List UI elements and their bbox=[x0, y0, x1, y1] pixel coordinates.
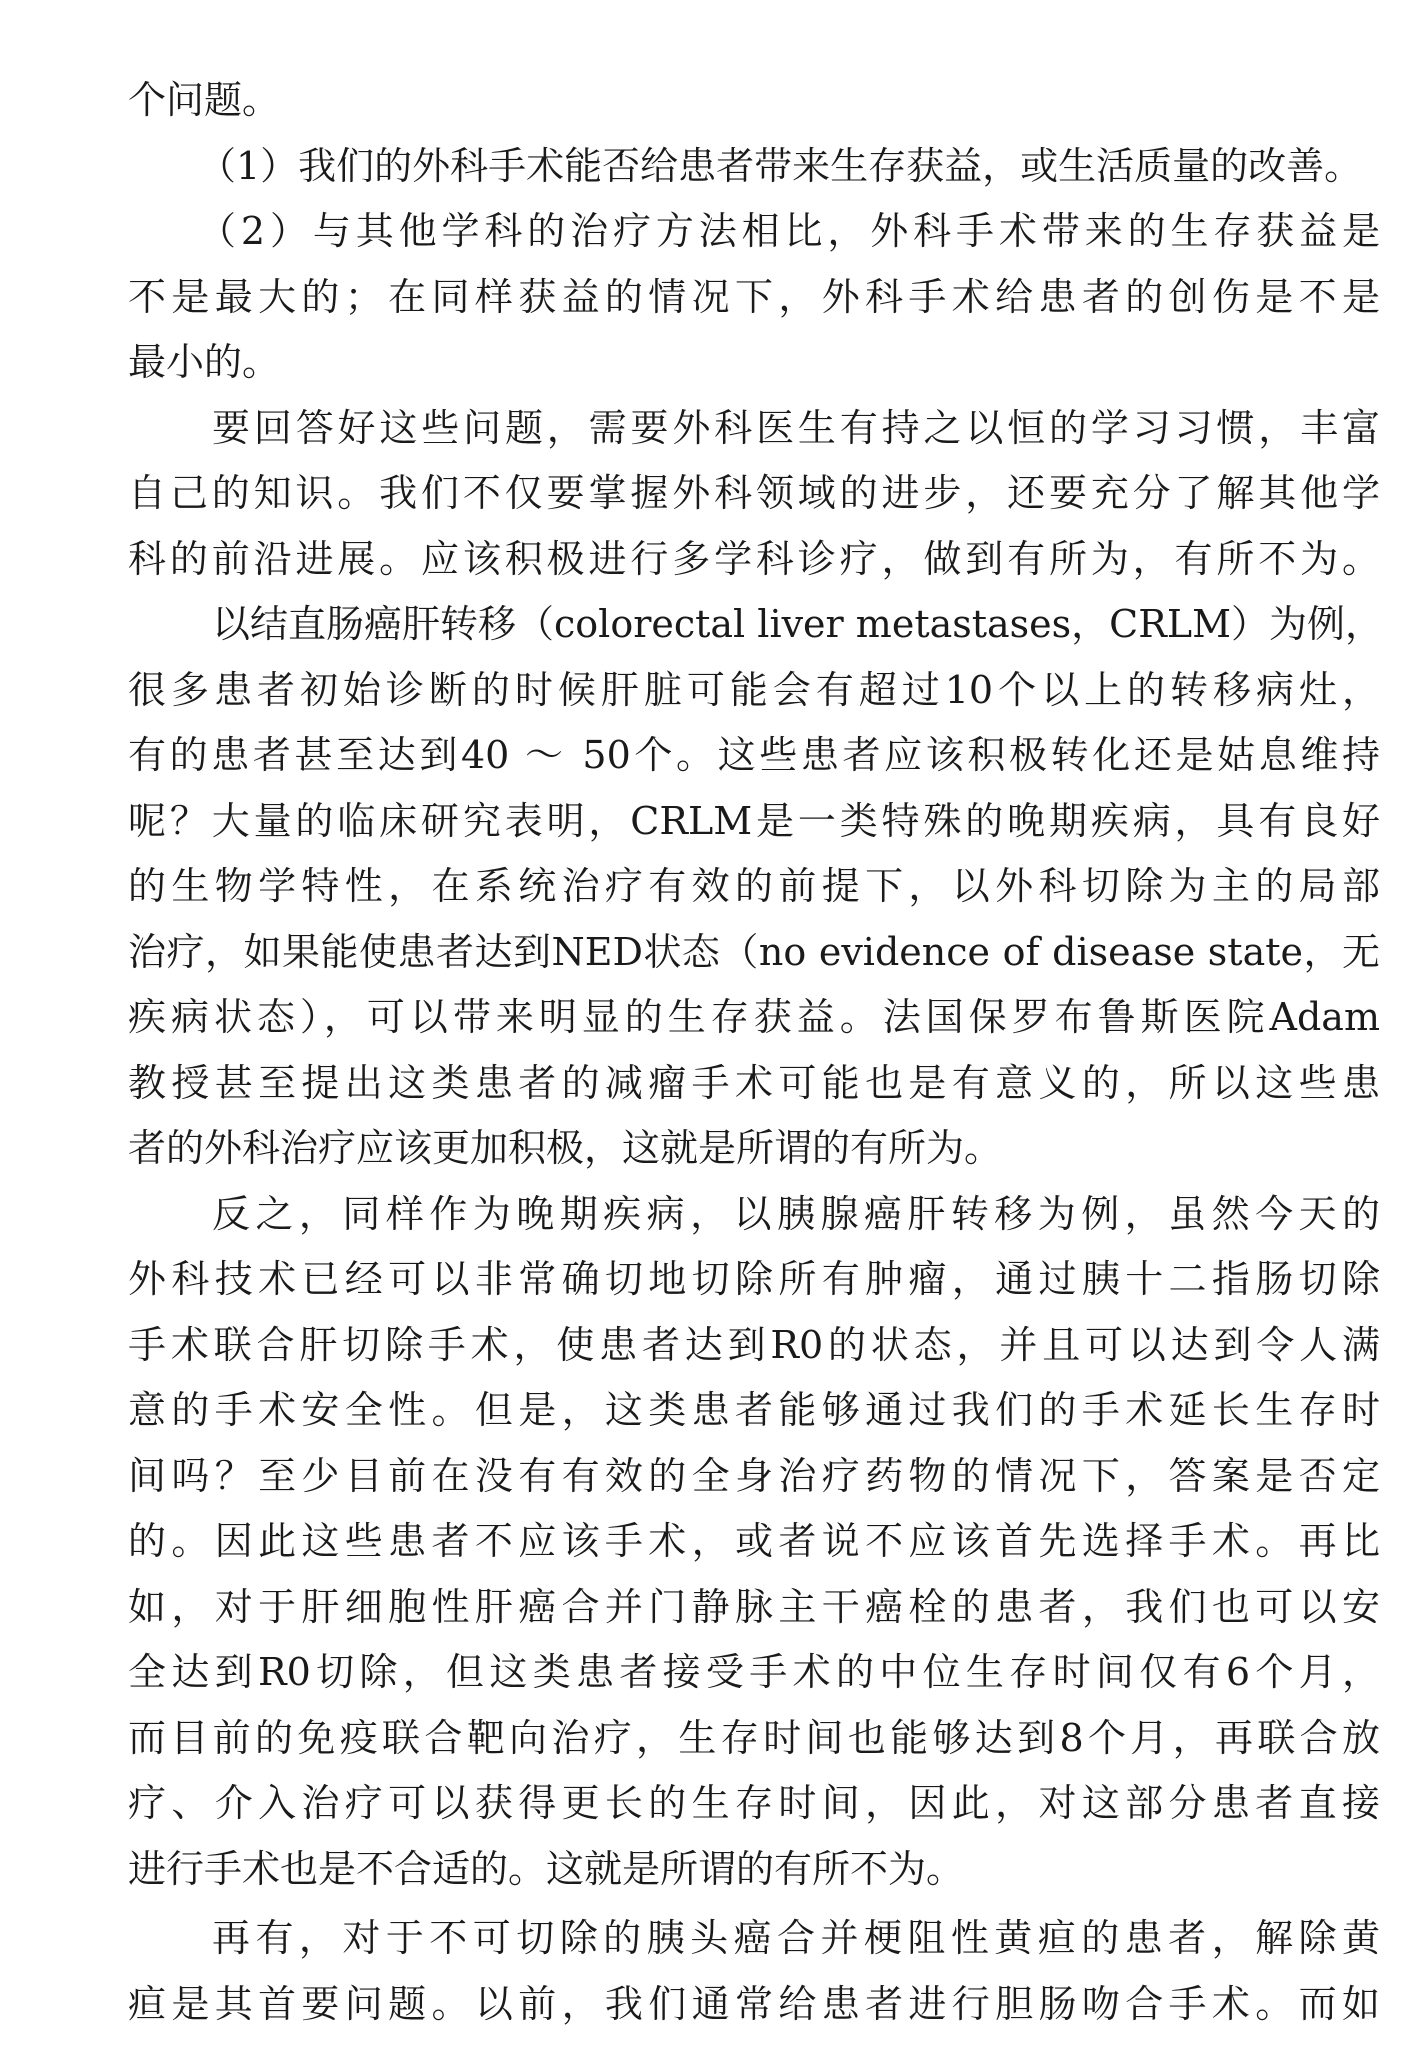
text-line: （1）我们的外科手术能否给患者带来生存获益，或生活质量的改善。 bbox=[198, 143, 1363, 188]
text-line: 个问题。 bbox=[128, 78, 281, 122]
text-line: 全达到R0切除，但这类患者接受手术的中位生存时间仅有6个月， bbox=[128, 1650, 1380, 1694]
paragraph bbox=[128, 199, 1380, 396]
text-line: 再有，对于不可切除的胰头癌合并梗阻性黄疸的患者，解除黄 bbox=[212, 1916, 1380, 1960]
text-line: 的生物学特性，在系统治疗有效的前提下，以外科切除为主的局部 bbox=[128, 864, 1380, 908]
text-line: 有的患者甚至达到40 ～ 50个。这些患者应该积极转化还是姑息维持 bbox=[128, 733, 1380, 777]
text-line: 疸是其首要问题。以前，我们通常给患者进行胆肠吻合手术。而如 bbox=[128, 1981, 1380, 2026]
text-line: 的。因此这些患者不应该手术，或者说不应该首先选择手术。再比 bbox=[128, 1519, 1380, 1563]
text-line: 不是最大的；在同样获益的情况下，外科手术给患者的创伤是不是 bbox=[128, 274, 1380, 319]
text-line: 疾病状态），可以带来明显的生存获益。法国保罗布鲁斯医院Adam bbox=[128, 995, 1380, 1039]
paragraph bbox=[128, 396, 1380, 593]
text-line: 呢？大量的临床研究表明，CRLM是一类特殊的晚期疾病，具有良好 bbox=[128, 798, 1380, 843]
text-line: （2）与其他学科的治疗方法相比，外科手术带来的生存获益是 bbox=[198, 209, 1380, 253]
text-line: 意的手术安全性。但是，这类患者能够通过我们的手术延长生存时 bbox=[128, 1388, 1380, 1432]
text-line: 而目前的免疫联合靶向治疗，生存时间也能够达到8个月，再联合放 bbox=[128, 1715, 1380, 1760]
text-line: 科的前沿进展。应该积极进行多学科诊疗，做到有所为，有所不为。 bbox=[128, 536, 1380, 581]
text-line: 者的外科治疗应该更加积极，这就是所谓的有所为。 bbox=[128, 1126, 1003, 1170]
text-line: 反之，同样作为晚期疾病，以胰腺癌肝转移为例，虽然今天的 bbox=[212, 1191, 1380, 1236]
text-line: 教授甚至提出这类患者的减瘤手术可能也是有意义的，所以这些患 bbox=[128, 1060, 1380, 1105]
text-line: 如，对于肝细胞性肝癌合并门静脉主干癌栓的患者，我们也可以安 bbox=[128, 1584, 1380, 1629]
text-line: 要回答好这些问题，需要外科医生有持之以恒的学习习惯，丰富 bbox=[212, 405, 1380, 450]
text-line: 间吗？至少目前在没有有效的全身治疗药物的情况下，答案是否定 bbox=[128, 1453, 1380, 1498]
text-line: 很多患者初始诊断的时候肝脏可能会有超过10个以上的转移病灶， bbox=[128, 667, 1380, 712]
paragraph bbox=[128, 592, 1383, 1182]
paragraph bbox=[128, 68, 1380, 134]
text-line: 手术联合肝切除手术，使患者达到R0的状态，并且可以达到令人满 bbox=[128, 1322, 1380, 1367]
text-line: 外科技术已经可以非常确切地切除所有肿瘤，通过胰十二指肠切除 bbox=[128, 1257, 1380, 1301]
document-page bbox=[128, 68, 1383, 2037]
text-line: 以结直肠癌肝转移（colorectal liver metastases，CRLM）为例， bbox=[212, 602, 1383, 646]
text-line: 疗、介入治疗可以获得更长的生存时间，因此，对这部分患者直接 bbox=[128, 1781, 1380, 1825]
text-line: 最小的。 bbox=[128, 340, 281, 384]
text-line: 自己的知识。我们不仅要掌握外科领域的进步，还要充分了解其他学 bbox=[128, 471, 1380, 515]
paragraph bbox=[128, 134, 1380, 200]
paragraph bbox=[128, 1906, 1380, 2037]
paragraph bbox=[128, 1182, 1380, 1903]
text-line: 进行手术也是不合适的。这就是所谓的有所不为。 bbox=[128, 1846, 965, 1891]
text-line: 治疗，如果能使患者达到NED状态（no evidence of disease state，无 bbox=[128, 929, 1380, 974]
